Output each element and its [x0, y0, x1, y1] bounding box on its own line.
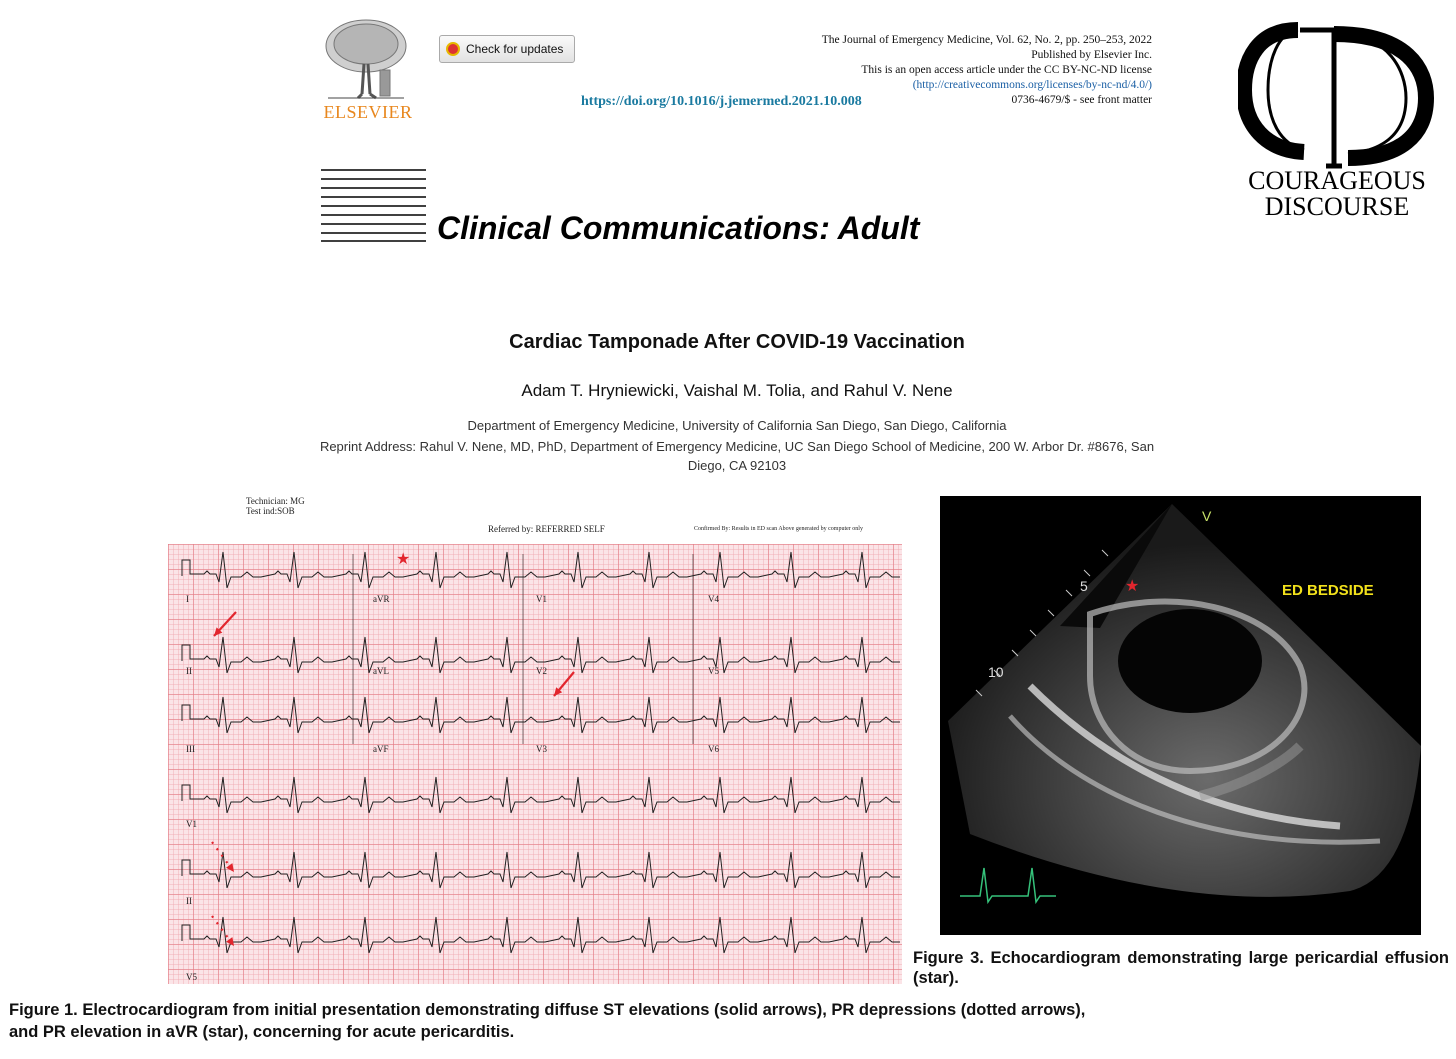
ecg-lead-labels [168, 544, 902, 984]
echo-probe-marker: V [1202, 508, 1212, 524]
brand-wordmark [1222, 168, 1452, 220]
ecg-lead-label: V1 [186, 819, 197, 829]
ecg-lead-label: V1 [536, 594, 547, 604]
echo-depth-5: 5 [1080, 578, 1088, 594]
ecg-test-indication: Test ind:SOB [246, 506, 295, 516]
doi-link[interactable]: https://doi.org/10.1016/j.jemermed.2021.10.008 [581, 94, 862, 109]
echo-depth-10: 10 [988, 664, 1004, 680]
article-title: Cardiac Tamponade After COVID-19 Vaccination [509, 331, 965, 353]
ecg-lead-label: V6 [708, 744, 719, 754]
check-for-updates-button[interactable] [439, 35, 575, 63]
echo-star-marker: ★ [1125, 576, 1140, 595]
bookmark-icon [446, 42, 460, 56]
echo-ecg-trace [960, 868, 1056, 902]
journal-citation [822, 33, 1152, 108]
brand-name-line1: COURAGEOUS [1248, 166, 1426, 195]
ecg-lead-label: aVL [373, 666, 389, 676]
brand-name-line2: DISCOURSE [1264, 192, 1410, 221]
ecg-lead-label: V4 [708, 594, 719, 604]
ecg-referred-by: Referred by: REFERRED SELF [488, 524, 605, 534]
ecg-star-marker: ★ [396, 549, 411, 568]
issn-line: 0736-4679/$ - see front matter [1011, 94, 1152, 106]
figure1-caption: Figure 1. Electrocardiogram from initial presentation demonstrating diffuse ST elevations (solid arrows), PR depressions (dotted arrows), and PR elevation in aVR (star), concerning for acute pericarditis. [9, 1001, 1086, 1041]
echo-ed-bedside-label: ED BEDSIDE [1282, 582, 1374, 599]
section-title: Clinical Communications: Adult [437, 210, 920, 246]
ecg-lead-label: V5 [186, 972, 197, 982]
journal-volume-line: The Journal of Emergency Medicine, Vol. 62, No. 2, pp. 250–253, 2022 [821, 34, 1152, 46]
ecg-lead-label: aVR [373, 594, 390, 604]
ecg-header [168, 494, 908, 544]
echocardiogram-image [940, 496, 1421, 935]
elsevier-wordmark: ELSEVIER [323, 102, 413, 122]
ecg-confirmed-by: Confirmed By: Results in ED scan Above generated by computer only [694, 526, 863, 532]
section-rule-lines [321, 168, 426, 243]
courageous-discourse-logo [1238, 20, 1434, 170]
cardiac-chamber [1118, 609, 1262, 713]
ecg-lead-label: V2 [536, 666, 547, 676]
ecg-lead-label: III [186, 744, 195, 754]
publisher-line: Published by Elsevier Inc. [1031, 49, 1152, 61]
ecg-lead-label: aVF [373, 744, 389, 754]
ecg-lead-label: I [186, 594, 189, 604]
reprint-address: Reprint Address: Rahul V. Nene, MD, PhD, Department of Emergency Medicine, UC San Diego School of Medicine, 200 W. Arbor Dr. #8676, San Diego, CA 92103 [319, 439, 1155, 473]
ecg-lead-label: II [186, 896, 192, 906]
ecg-lead-label: V3 [536, 744, 547, 754]
license-link[interactable]: (http://creativecommons.org/licenses/by-nc-nd/4.0/) [912, 79, 1152, 91]
figure3-caption: Figure 3. Echocardiogram demonstrating large pericardial effusion (star). [913, 949, 1449, 987]
ecg-lead-label: V5 [708, 666, 719, 676]
echo-sector [940, 496, 1421, 935]
check-updates-label: Check for updates [466, 42, 564, 56]
author-list: Adam T. Hryniewicki, Vaishal M. Tolia, and Rahul V. Nene [521, 381, 953, 400]
ecg-technician: Technician: MG [246, 496, 305, 506]
affiliation: Department of Emergency Medicine, University of California San Diego, San Diego, California [467, 418, 1007, 433]
license-line: This is an open access article under the CC BY-NC-ND license [861, 64, 1152, 76]
ecg-lead-label: II [186, 666, 192, 676]
